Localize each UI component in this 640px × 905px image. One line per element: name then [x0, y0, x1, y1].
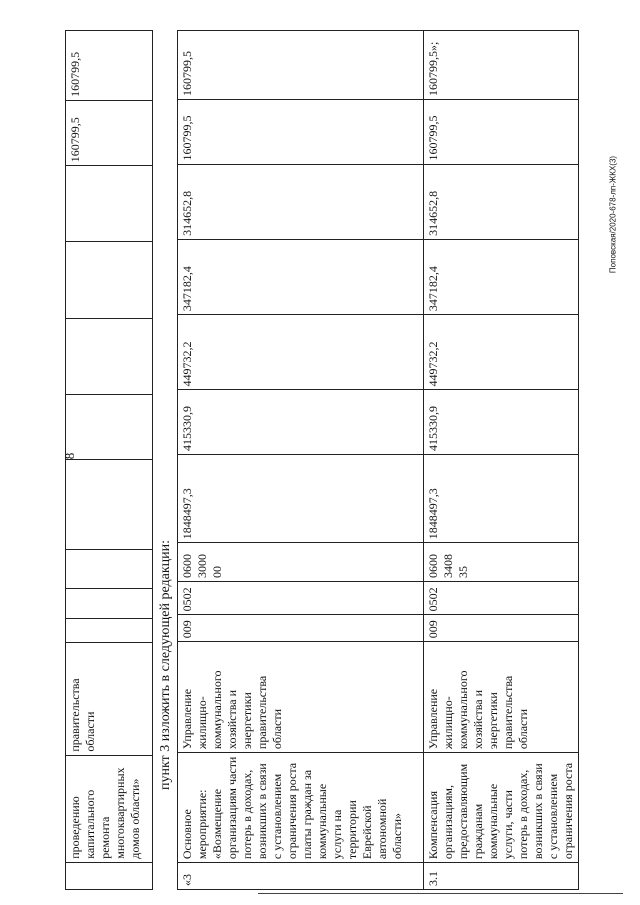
cell-y4: [66, 242, 153, 318]
page-number: 8: [62, 452, 77, 460]
cell-name: Основное мероприятие: «Возмещение организациям части потерь в доходах, возникших в связи с установлением ограничения роста платы граждан за коммунальные услуги на территории Еврейской автономной области»: [178, 753, 424, 863]
cell-no: «3: [178, 863, 424, 890]
section-heading: пункт 3 изложить в следующей редакции:: [158, 540, 173, 790]
margin-document-code: [608, 120, 618, 320]
cell-y3: 449732,2: [424, 315, 579, 390]
cell-name: Компенсация организациям, предоставляющим гражданам коммунальные услуги, части потерь в доходах, возникших в связи с установлением ограничения роста: [424, 753, 579, 863]
cell-no: [66, 862, 153, 889]
cell-y4: 347182,4: [424, 239, 579, 314]
cell-y1: 1848497,3: [424, 455, 579, 543]
table-row: [178, 31, 424, 890]
cell-csr: 0600 3408 35: [424, 543, 579, 582]
cell-y1: 1848497,3: [178, 455, 424, 543]
cell-y5: 314652,8: [424, 164, 579, 239]
cell-grbs: 009: [424, 615, 579, 642]
cell-y7: 160799,5: [178, 31, 424, 100]
cell-y2: 415330,9: [424, 390, 579, 455]
cell-grbs: 009: [178, 615, 424, 642]
table-main: [177, 30, 579, 890]
cell-executor: Управление жилищно-коммунального хозяйства и энергетики правительства области: [178, 642, 424, 753]
cell-csr: [66, 549, 153, 588]
cell-y2: [66, 395, 153, 460]
cell-rzpr: 0502: [424, 582, 579, 615]
cell-executor: Управление жилищно-коммунального хозяйства и энергетики правительства области: [424, 642, 579, 753]
cell-rzpr: 0502: [178, 582, 424, 615]
cell-y1: [66, 460, 153, 549]
cell-y2: 415330,9: [178, 390, 424, 455]
cell-y4: 347182,4: [178, 239, 424, 314]
cell-y6: 160799,5: [66, 100, 153, 165]
rotated-document: [65, 30, 575, 890]
cell-csr: 0600 3000 00: [178, 543, 424, 582]
cell-y6: 160799,5: [424, 99, 579, 164]
table-row: [424, 31, 579, 890]
cell-y3: 449732,2: [178, 315, 424, 390]
footer-rule: [258, 893, 623, 894]
cell-y5: [66, 166, 153, 242]
table-row: [66, 31, 153, 890]
cell-rzpr: [66, 588, 153, 619]
cell-y7: 160799,5: [66, 31, 153, 101]
cell-executor: правительства области: [66, 643, 153, 755]
cell-y6: 160799,5: [178, 99, 424, 164]
margin-code-text: Поповская/2020-678-лп-ЖКХ(3): [608, 155, 618, 274]
cell-y3: [66, 318, 153, 394]
cell-name: проведению капитального ремонта многоквартирных домов области»: [66, 755, 153, 862]
cell-y7: 160799,5»;: [424, 31, 579, 100]
cell-no: 3.1: [424, 863, 579, 890]
table-continuation: [65, 30, 153, 890]
cell-grbs: [66, 619, 153, 643]
cell-y5: 314652,8: [178, 164, 424, 239]
